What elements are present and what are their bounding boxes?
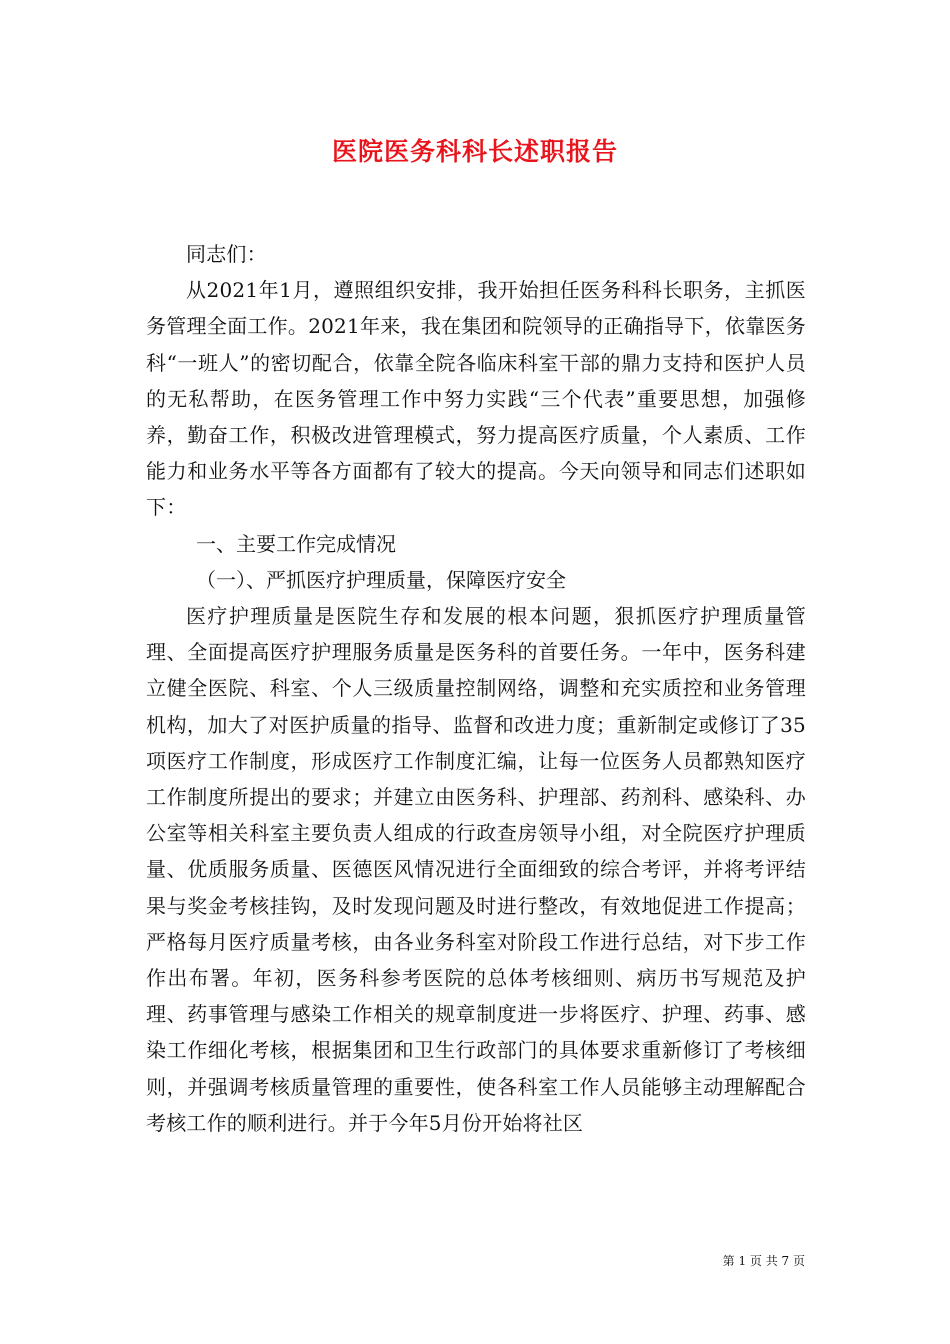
intro-paragraph: 从2021年1月，遵照组织安排，我开始担任医务科科长职务，主抓医务管理全面工作。2021年来，我在集团和院领导的正确指导下，依靠医务科“一班人”的密切配合，依靠全院各临床科室干部的鼎力支持和医护人员的无私帮助，在医务管理工作中努力实践“三个代表”重要思想，加强修养，勤奋工作，积极改进管理模式，努力提高医疗质量，个人素质、工作能力和业务水平等各方面都有了较大的提高。今天向领导和同志们述职如下： (146, 278, 806, 520)
subsection-heading: （一）、严抓医疗护理质量，保障医疗安全 (196, 567, 566, 592)
section-paragraph: 医疗护理质量是医院生存和发展的根本问题，狠抓医疗护理质量管理、全面提高医疗护理服务质量是医务科的首要任务。一年中，医务科建立健全医院、科室、个人三级质量控制网络，调整和充实质控和业务管理机构，加大了对医护质量的指导、监督和改进力度；重新制定或修订了35项医疗工作制度，形成医疗工作制度汇编，让每一位医务人员都熟知医疗工作制度所提出的要求；并建立由医务科、护理部、药剂科、感染科、办公室等相关科室主要负责人组成的行政查房领导小组，对全院医疗护理质量、优质服务质量、医德医风情况进行全面细致的综合考评，并将考评结果与奖金考核挂钩，及时发现问题及时进行整改，有效地促进工作提高；严格每月医疗质量考核，由各业务科室对阶段工作进行总结，对下步工作作出布署。年初，医务科参考医院的总体考核细则、病历书写规范及护理、药事管理与感染工作相关的规章制度进一步将医疗、护理、药事、感染工作细化考核，根据集团和卫生行政部门的具体要求重新修订了考核细则，并强调考核质量管理的重要性，使各科室工作人员能够主动理解配合考核工作的顺利进行。并于今年5月份开始将社区 (146, 604, 806, 1135)
document-body (146, 236, 806, 1141)
section-heading: 一、主要工作完成情况 (196, 531, 396, 556)
page-number: 第 1 页 共 7 页 (722, 1254, 805, 1268)
document-title: 医院医务科科长述职报告 (331, 137, 618, 166)
salutation: 同志们： (186, 242, 267, 266)
